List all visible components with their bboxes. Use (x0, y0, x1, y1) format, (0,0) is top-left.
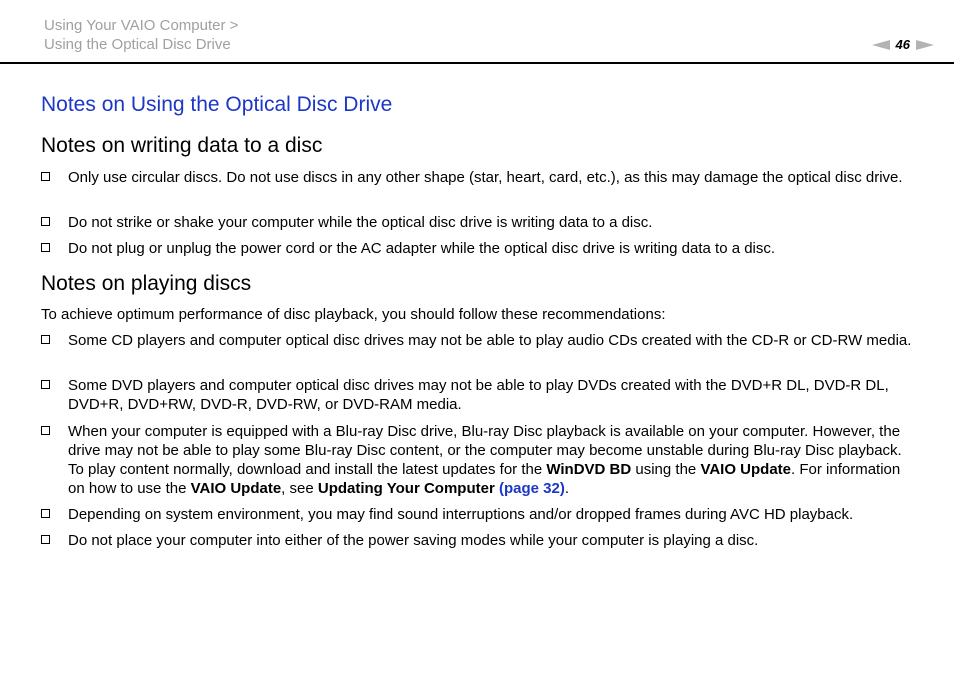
list-item-text: Do not strike or shake your computer while the optical disc drive is writing data to a disc. (68, 214, 653, 231)
text-segment: using the (631, 461, 701, 478)
breadcrumb-line-2: Using the Optical Disc Drive (44, 36, 231, 53)
checkbox-bullet-icon (41, 535, 50, 544)
writing-section-heading: Notes on writing data to a disc (41, 134, 323, 157)
previous-page-arrow-icon[interactable] (872, 40, 890, 50)
checkbox-bullet-icon (41, 243, 50, 252)
checkbox-bullet-icon (41, 509, 50, 518)
page-number: 46 (895, 37, 910, 52)
breadcrumb-line-1: Using Your VAIO Computer > (44, 17, 239, 34)
page-title: Notes on Using the Optical Disc Drive (41, 93, 393, 116)
list-item-text: Do not plug or unplug the power cord or the AC adapter while the optical disc drive is writing data to a disc. (68, 240, 776, 257)
vaio-update-term: VAIO Update (700, 461, 792, 478)
page-header (0, 0, 954, 63)
list-item-text: Some DVD players and computer optical disc drives may not be able to play DVDs created with the DVD+R DL, DVD-R DL, DVD+R, DVD+RW, DVD-R, DVD-RW, or DVD-RAM media. (68, 377, 889, 413)
updating-your-computer-term: Updating Your Computer (317, 480, 495, 497)
list-item-text: Some CD players and computer optical disc drives may not be able to play audio CDs created with the CD-R or CD-RW media. (68, 332, 912, 349)
text-segment: . (564, 480, 570, 497)
vaio-update-term: VAIO Update (190, 480, 282, 497)
text-segment: . For information on how to use the (68, 461, 901, 497)
list-item-text: Depending on system environment, you may find sound interruptions and/or dropped frames during AVC HD playback. (68, 506, 854, 523)
checkbox-bullet-icon (41, 380, 50, 389)
text-segment: , see (281, 480, 318, 497)
page-navigation (872, 36, 934, 54)
checkbox-bullet-icon (41, 426, 50, 435)
checkbox-bullet-icon (41, 335, 50, 344)
page-32-link[interactable]: (page 32) (498, 480, 565, 497)
windvd-bd-term: WinDVD BD (546, 461, 632, 478)
checkbox-bullet-icon (41, 172, 50, 181)
next-page-arrow-icon[interactable] (916, 40, 934, 50)
playing-intro: To achieve optimum performance of disc playback, you should follow these recommendations: (41, 306, 666, 323)
playing-section-heading: Notes on playing discs (41, 272, 252, 295)
checkbox-bullet-icon (41, 217, 50, 226)
text-segment: When your computer is equipped with a Blu-ray Disc drive, Blu-ray Disc playback is available on your computer. However, the drive may not be able to play some Blu-ray Disc content, or the computer may become unstable during Blu-ray Disc playback. To play content normally, download and install the latest updates for the (68, 423, 902, 478)
header-divider (0, 62, 954, 64)
list-item-text: Only use circular discs. Do not use discs in any other shape (star, heart, card, etc.), as this may damage the optical disc drive. (68, 169, 903, 186)
list-item-text (68, 422, 914, 498)
list-item-text: Do not place your computer into either of the power saving modes while your computer is playing a disc. (68, 532, 759, 549)
